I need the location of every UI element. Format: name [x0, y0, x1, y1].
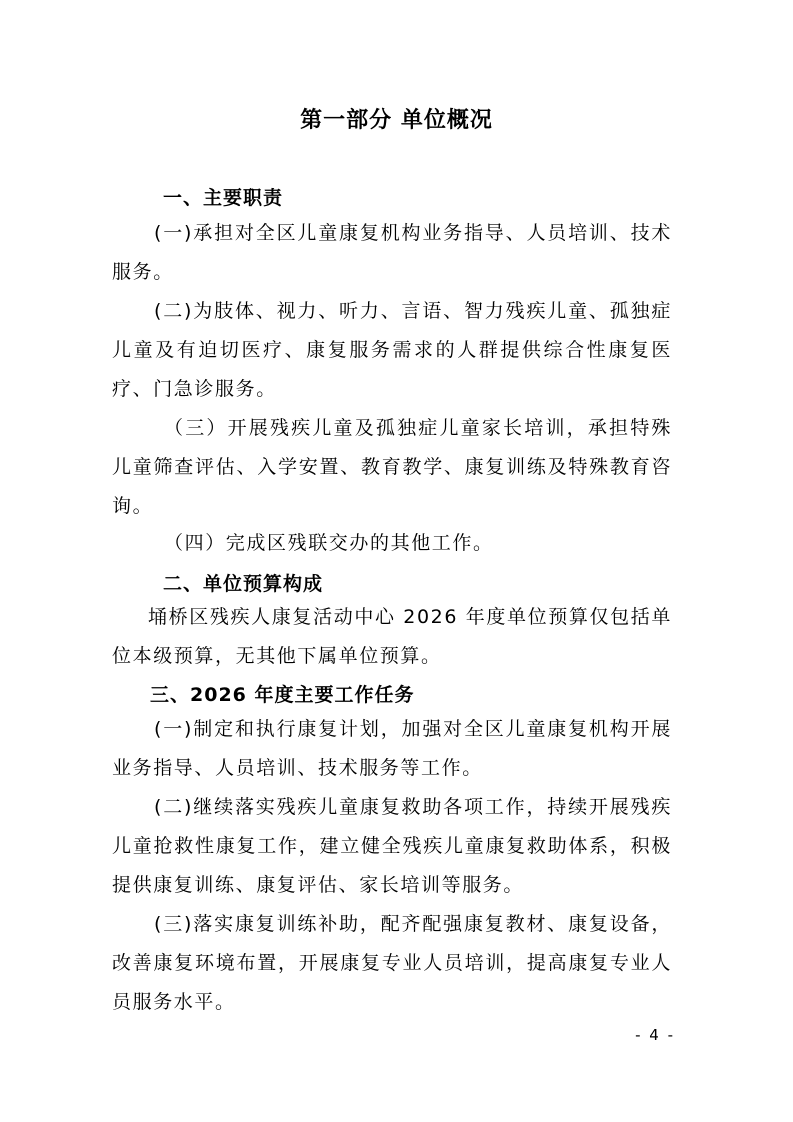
page-number: - 4 - [635, 1026, 675, 1044]
duty-item-4: （四）完成区残联交办的其他工作。 [164, 532, 494, 554]
duty-item-1: (一)承担对全区儿童康复机构业务指导、人员培训、技术服务。 [112, 222, 672, 283]
duty-item-3: （三）开展残疾儿童及孤独症儿童家长培训，承担特殊儿童筛查评估、入学安置、教育教学、康复训练及特殊教育咨询。 [112, 417, 672, 517]
task-item-3: (三)落实康复训练补助，配齐配强康复教材、康复设备，改善康复环境布置，开展康复专业人员培训，提高康复专业人员服务水平。 [112, 913, 672, 1013]
task-item-2: (二)继续落实残疾儿童康复救助各项工作，持续开展残疾儿童抢救性康复工作，建立健全残疾儿童康复救助体系，积极提供康复训练、康复评估、家长培训等服务。 [112, 796, 672, 896]
section-heading-tasks: 三、2026 年度主要工作任务 [150, 684, 415, 706]
page-title: 第一部分 单位概况 [300, 108, 493, 133]
section-heading-duties: 一、主要职责 [163, 187, 284, 209]
section-heading-budget: 二、单位预算构成 [163, 573, 324, 595]
task-item-1: (一)制定和执行康复计划，加强对全区儿童康复机构开展业务指导、人员培训、技术服务等工作。 [112, 718, 672, 779]
duty-item-2: (二)为肢体、视力、听力、言语、智力残疾儿童、孤独症儿童及有迫切医疗、康复服务需求的人群提供综合性康复医疗、门急诊服务。 [112, 300, 672, 400]
budget-paragraph: 埇桥区残疾人康复活动中心 2026 年度单位预算仅包括单位本级预算，无其他下属单位预算。 [112, 606, 672, 667]
